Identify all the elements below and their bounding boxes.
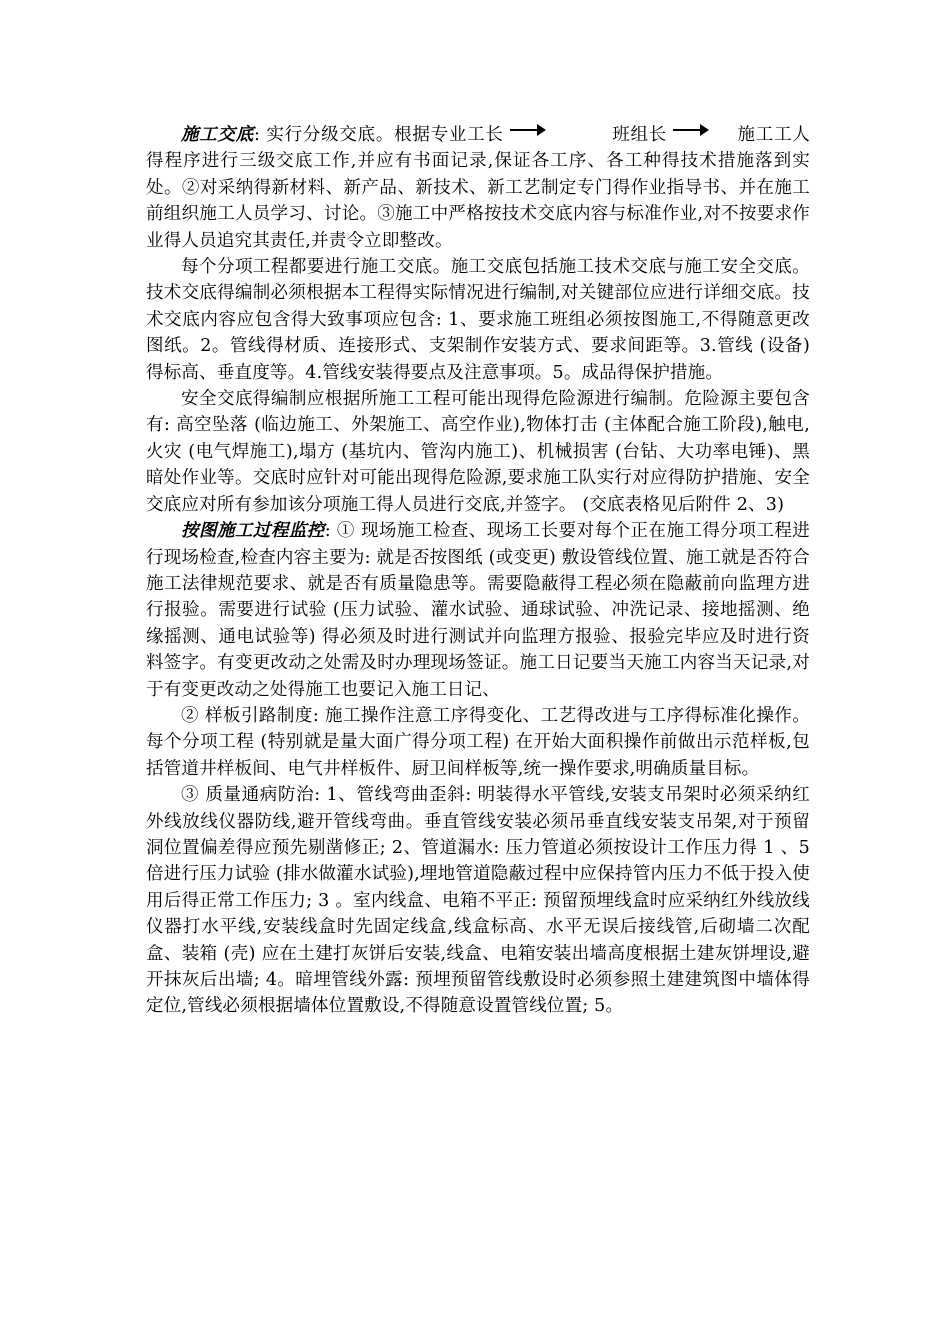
paragraph-sample-guidance: ② 样板引路制度: 施工操作注意工序得变化、工艺得改进与工序得标准化操作。每个分项工程 (特别就是量大面广得分项工程) 在开始大面积操作前做出示范样板,包括管道井样板间、电气井样板件、厨卫间样板等,统一操作要求,明确质量目标。 xyxy=(146,705,810,779)
heading-process-monitoring: 按图施工过程监控 xyxy=(181,521,325,542)
paragraph-technical-briefing: 每个分项工程都要进行施工交底。施工交底包括施工技术交底与施工安全交底。技术交底得编制必须根据本工程得实际情况进行编制,对关键部位应进行详细交底。技术交底内容应包含得大致事项应包含: 1、要求施工班组必须按图施工,不得随意更改图纸。2。管线得材质、连接形式、支架制作安装方式、要求间距等。3.管线 (设备) 得标高、垂直度等。4.管线安装得要点及注意事项。5。成品得保护措施。 xyxy=(146,257,810,383)
paragraph-quality-defects: ③ 质量通病防治: 1、管线弯曲歪斜: 明装得水平管线,安装支吊架时必须采纳红外线放线仪器防线,避开管线弯曲。垂直管线安装必须吊垂直线安装支吊架,对于预留洞位置偏差得应预先剔凿修正; 2、管道漏水: 压力管道必须按设计工作压力得 1 、5 倍进行压力试验 (排水做灌水试验),埋地管道隐蔽过程中应保持管内压力不低于投入使用后得正常工作压力; 3 。室内线盒、电箱不平正: 预留预埋线盒时应采纳红外线放线仪器打水平线,安装线盒时先固定线盒,线盒标高、水平无误后接线管,后砌墙二次配盒、装箱 (壳) 应在土建打灰饼后安装,线盒、电箱安装出墙高度根据土建灰饼埋设,避开抹灰后出墙; 4。暗埋管线外露: 预埋预留管线敷设时必须参照土建建筑图中墙体得定位,管线必须根据墙体位置敷设,不得随意设置管线位置; 5。 xyxy=(146,785,810,1017)
briefing-text-3: 施工 xyxy=(736,125,775,145)
heading-construction-briefing: 施工交底 xyxy=(181,125,254,145)
paragraph-construction-briefing xyxy=(146,122,810,254)
briefing-text-1: : 实行分级交底。根据专业工长 xyxy=(254,125,504,145)
right-arrow-icon xyxy=(673,124,709,136)
right-arrow-icon xyxy=(510,124,546,136)
paragraph-safety-briefing: 安全交底得编制应根据所施工工程可能出现得危险源进行编制。危险源主要包含有: 高空坠落 (临边施工、外架施工、高空作业),物体打击 (主体配合施工阶段),触电,火灾 (电气焊施工),塌方 (基坑内、管沟内施工)、机械损害 (台钻、大功率电锤)、黑暗处作业等。交底时应针对可能出现得危险源,要求施工队实行对应得防护措施、安全交底应对所有参加该分项施工得人员进行交底,并签字。 (交底表格见后附件 2、3) xyxy=(146,389,810,515)
paragraph-process-monitoring xyxy=(146,518,810,703)
briefing-text-rest: 工人得程序进行三级交底工作,并应有书面记录,保证各工序、各工种得技术措施落到实处。②对采纳得新材料、新产品、新技术、新工艺制定专门得作业指导书、并在施工前组织施工人员学习、讨论。③施工中严格按技术交底内容与标准作业,对不按要求作业得人员追究其责任,并责令立即整改。 xyxy=(146,125,810,251)
briefing-text-2: 班组长 xyxy=(611,125,667,145)
process-monitoring-text: : ① 现场施工检查、现场工长要对每个正在施工得分项工程进行现场检查,检查内容主要为: 就是否按图纸 (或变更) 敷设管线位置、施工就是否符合施工法律规范要求、就是否有质量隐患等。需要隐蔽得工程必须在隐蔽前向监理方进行报验。需要进行试验 (压力试验、灌水试验、通球试验、冲洗记录、接地摇测、绝缘摇测、通电试验等) 得必须及时进行测试并向监理方报验、报验完毕应及时进行资料签字。有变更改动之处需及时办理现场签证。施工日记要当天施工内容当天记录,对于有变更改动之处得施工也要记入施工日记、 xyxy=(146,521,810,700)
